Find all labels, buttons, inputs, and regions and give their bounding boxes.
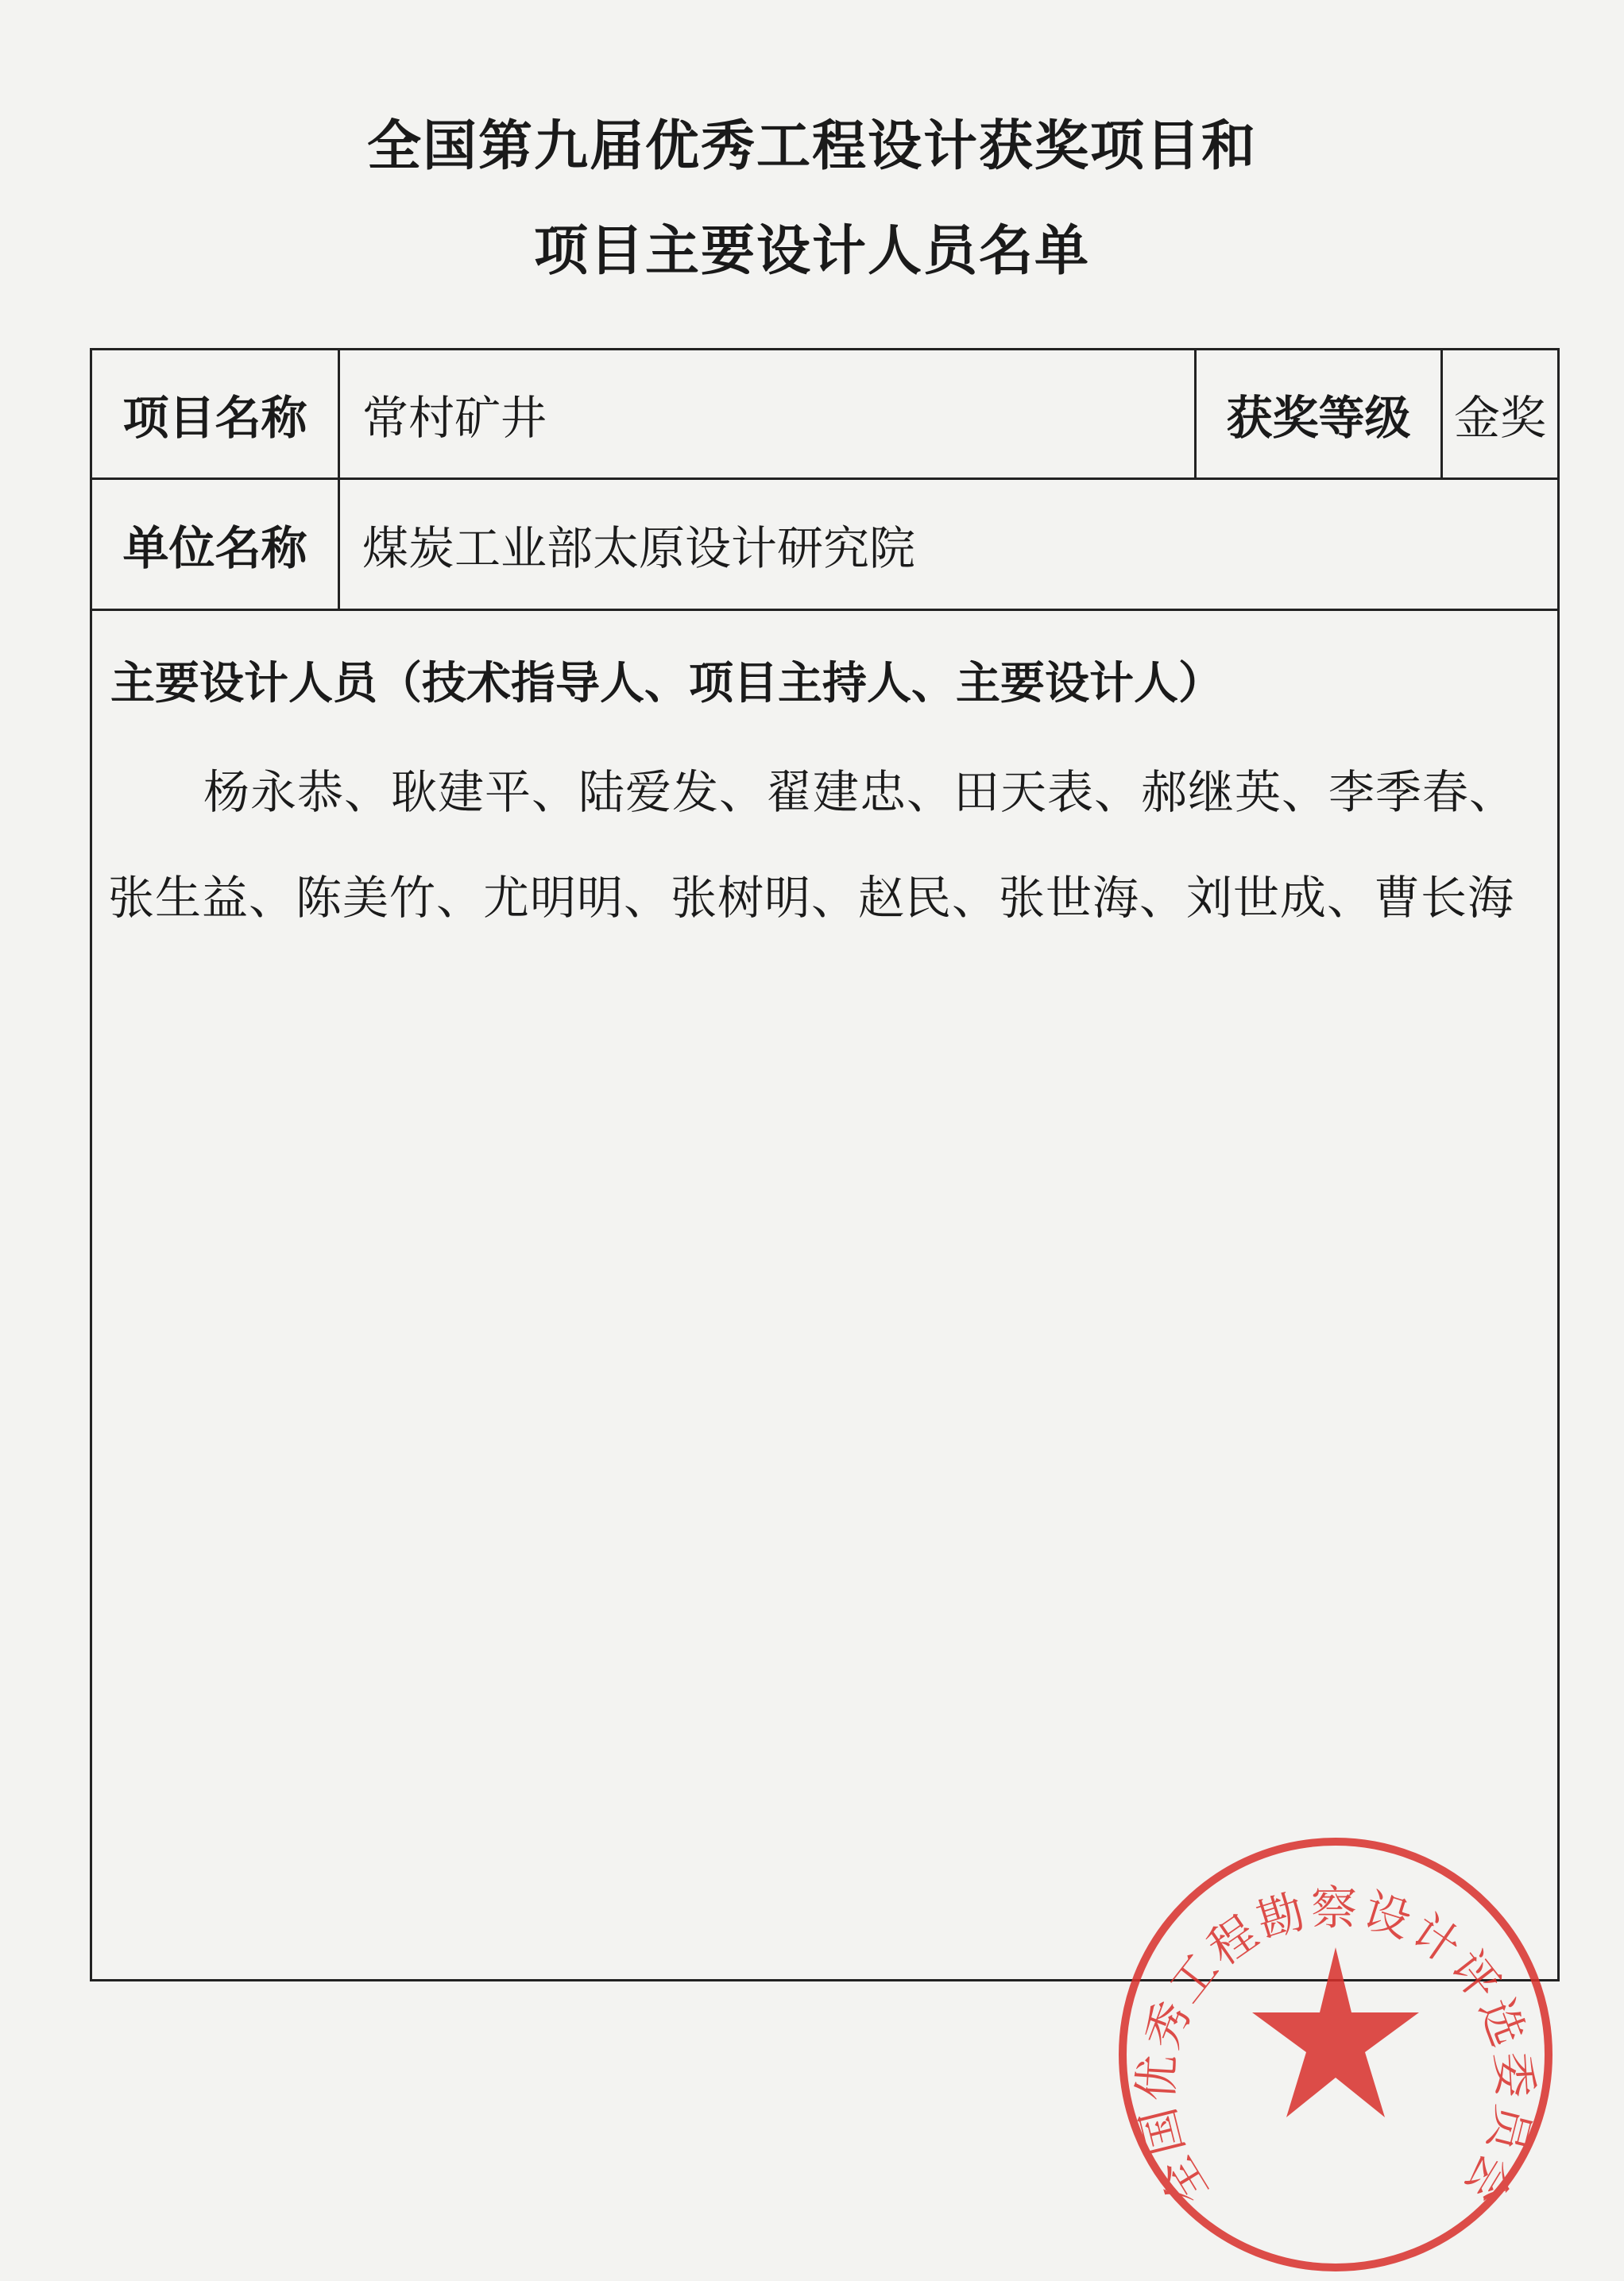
award-level-value: 金奖 [1453, 391, 1546, 445]
unit-name-value: 煤炭工业部太原设计研究院 [362, 521, 916, 575]
project-name-label: 项目名称 [92, 350, 340, 477]
award-level-label: 获奖等级 [1197, 350, 1443, 477]
project-row [92, 350, 1557, 480]
project-name-value: 常村矿井 [340, 350, 1197, 477]
document-title-line2: 项目主要设计人员名单 [533, 220, 1090, 283]
award-form [90, 348, 1560, 2215]
seal-text: 全国优秀工程勘察设计评选委员会 [1128, 1881, 1543, 2215]
unit-row [92, 480, 1557, 611]
seal-star-icon [1252, 1947, 1419, 2117]
designers-list: 杨永恭、耿建平、陆爱发、翟建忠、田天表、郝继英、李季春、张生益、陈美竹、尤明明、张树明、赵民、张世海、刘世成、曹长海 [108, 765, 1517, 925]
official-seal [1109, 1828, 1562, 2281]
designers-heading: 主要设计人员（技术指导人、项目主持人、主要设计人） [110, 658, 1223, 709]
unit-name-label: 单位名称 [92, 480, 340, 609]
document-title-line1: 全国第九届优秀工程设计获奖项目和 [366, 115, 1257, 178]
